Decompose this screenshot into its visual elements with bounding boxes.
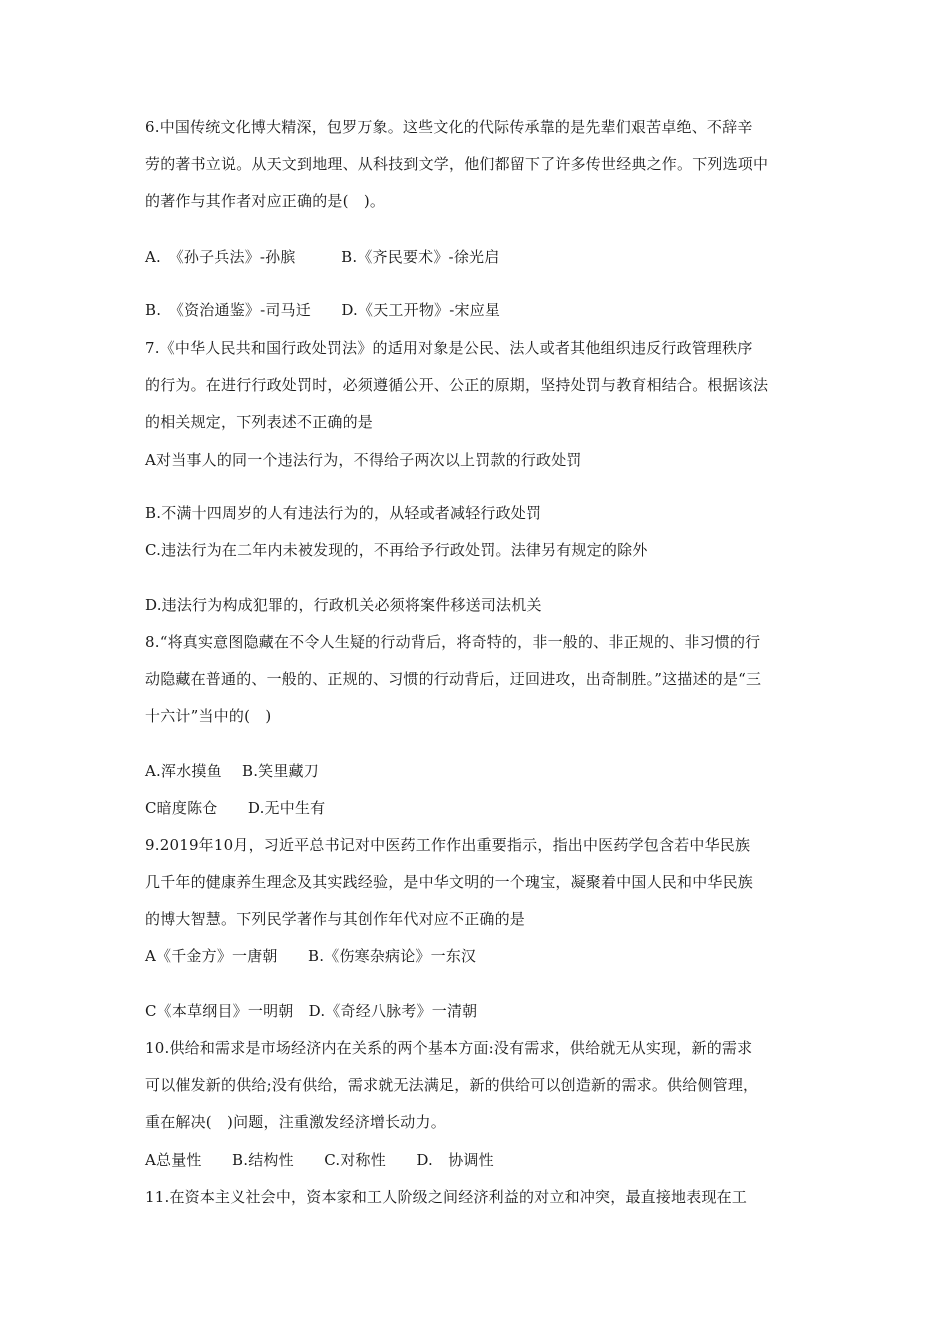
question-10-stem-line-2: 可以催发新的供给;没有供给，需求就无法满足，新的供给可以创造新的需求。供给侧管理， bbox=[145, 1076, 759, 1094]
question-6-options-row-2: B. 《资治通鉴》-司马迁 D.《天工开物》-宋应星 bbox=[145, 301, 501, 319]
question-6-stem-line-1: 6.中国传统文化博大精深，包罗万象。这些文化的代际传承靠的是先辈们艰苦卓绝、不辞辛 bbox=[145, 118, 753, 136]
question-11-stem-line-1: 11.在资本主义社会中，资本家和工人阶级之间经济利益的对立和冲突，最直接地表现在工 bbox=[145, 1188, 748, 1206]
question-6-stem-line-2: 劳的著书立说。从天文到地理、从科技到文学，他们都留下了许多传世经典之作。下列选项中 bbox=[145, 155, 769, 173]
question-10-stem-line-3: 重在解决( )问题，注重激发经济增长动力。 bbox=[145, 1113, 446, 1131]
question-8-options-row-2: C暗度陈仓 D.无中生有 bbox=[145, 799, 326, 817]
question-9-stem-line-1: 9.2019年10月，习近平总书记对中医药工作作出重要指示，指出中医药学包含若中华民族 bbox=[145, 836, 751, 854]
question-6-options-row-1: A. 《孙子兵法》-孙膑 B.《齐民要术》-徐光启 bbox=[145, 248, 500, 266]
question-8-stem-line-3: 十六计”当中的( ) bbox=[145, 707, 272, 725]
question-9-options-row-2: C《本草纲目》一明朝 D.《奇经八脉考》一清朝 bbox=[145, 1002, 478, 1020]
question-7-option-b: B.不满十四周岁的人有违法行为的，从轻或者减轻行政处罚 bbox=[145, 504, 542, 522]
question-10-options-row: A总量性 B.结构性 C.对称性 D. 协调性 bbox=[145, 1151, 494, 1169]
question-9-options-row-1: A《千金方》一唐朝 B.《伤寒杂病论》一东汉 bbox=[145, 947, 477, 965]
question-7-option-d: D.违法行为构成犯罪的，行政机关必须将案件移送司法机关 bbox=[145, 596, 542, 614]
question-7-stem-line-1: 7.《中华人民共和国行政处罚法》的适用对象是公民、法人或者其他组织违反行政管理秩序 bbox=[145, 339, 753, 357]
question-7-option-a: A对当事人的同一个违法行为，不得给子两次以上罚款的行政处罚 bbox=[145, 451, 582, 469]
question-7-option-c: C.违法行为在二年内未被发现的，不再给予行政处罚。法律另有规定的除外 bbox=[145, 541, 648, 559]
question-10-stem-line-1: 10.供给和需求是市场经济内在关系的两个基本方面:没有需求，供给就无从实现，新的需求 bbox=[145, 1039, 753, 1057]
question-6-stem-line-3: 的著作与其作者对应正确的是( )。 bbox=[145, 192, 386, 210]
question-9-stem-line-3: 的博大智慧。下列民学著作与其创作年代对应不正确的是 bbox=[145, 910, 526, 928]
question-9-stem-line-2: 几千年的健康养生理念及其实践经验，是中华文明的一个瑰宝，凝聚着中国人民和中华民族 bbox=[145, 873, 754, 891]
question-7-stem-line-2: 的行为。在进行行政处罚时，必须遵循公开、公正的原期，坚持处罚与教育相结合。根据该法 bbox=[145, 376, 769, 394]
question-8-stem-line-1: 8.“将真实意图隐藏在不令人生疑的行动背后，将奇特的，非一般的、非正规的、非习惯的行 bbox=[145, 633, 761, 651]
question-7-stem-line-3: 的相关规定，下列表述不正确的是 bbox=[145, 413, 374, 431]
question-8-options-row-1: A.浑水摸鱼 B.笑里藏刀 bbox=[145, 762, 319, 780]
question-8-stem-line-2: 动隐藏在普通的、一般的、正规的、习惯的行动背后，迂回进攻，出奇制胜。”这描述的是“三 bbox=[145, 670, 762, 688]
